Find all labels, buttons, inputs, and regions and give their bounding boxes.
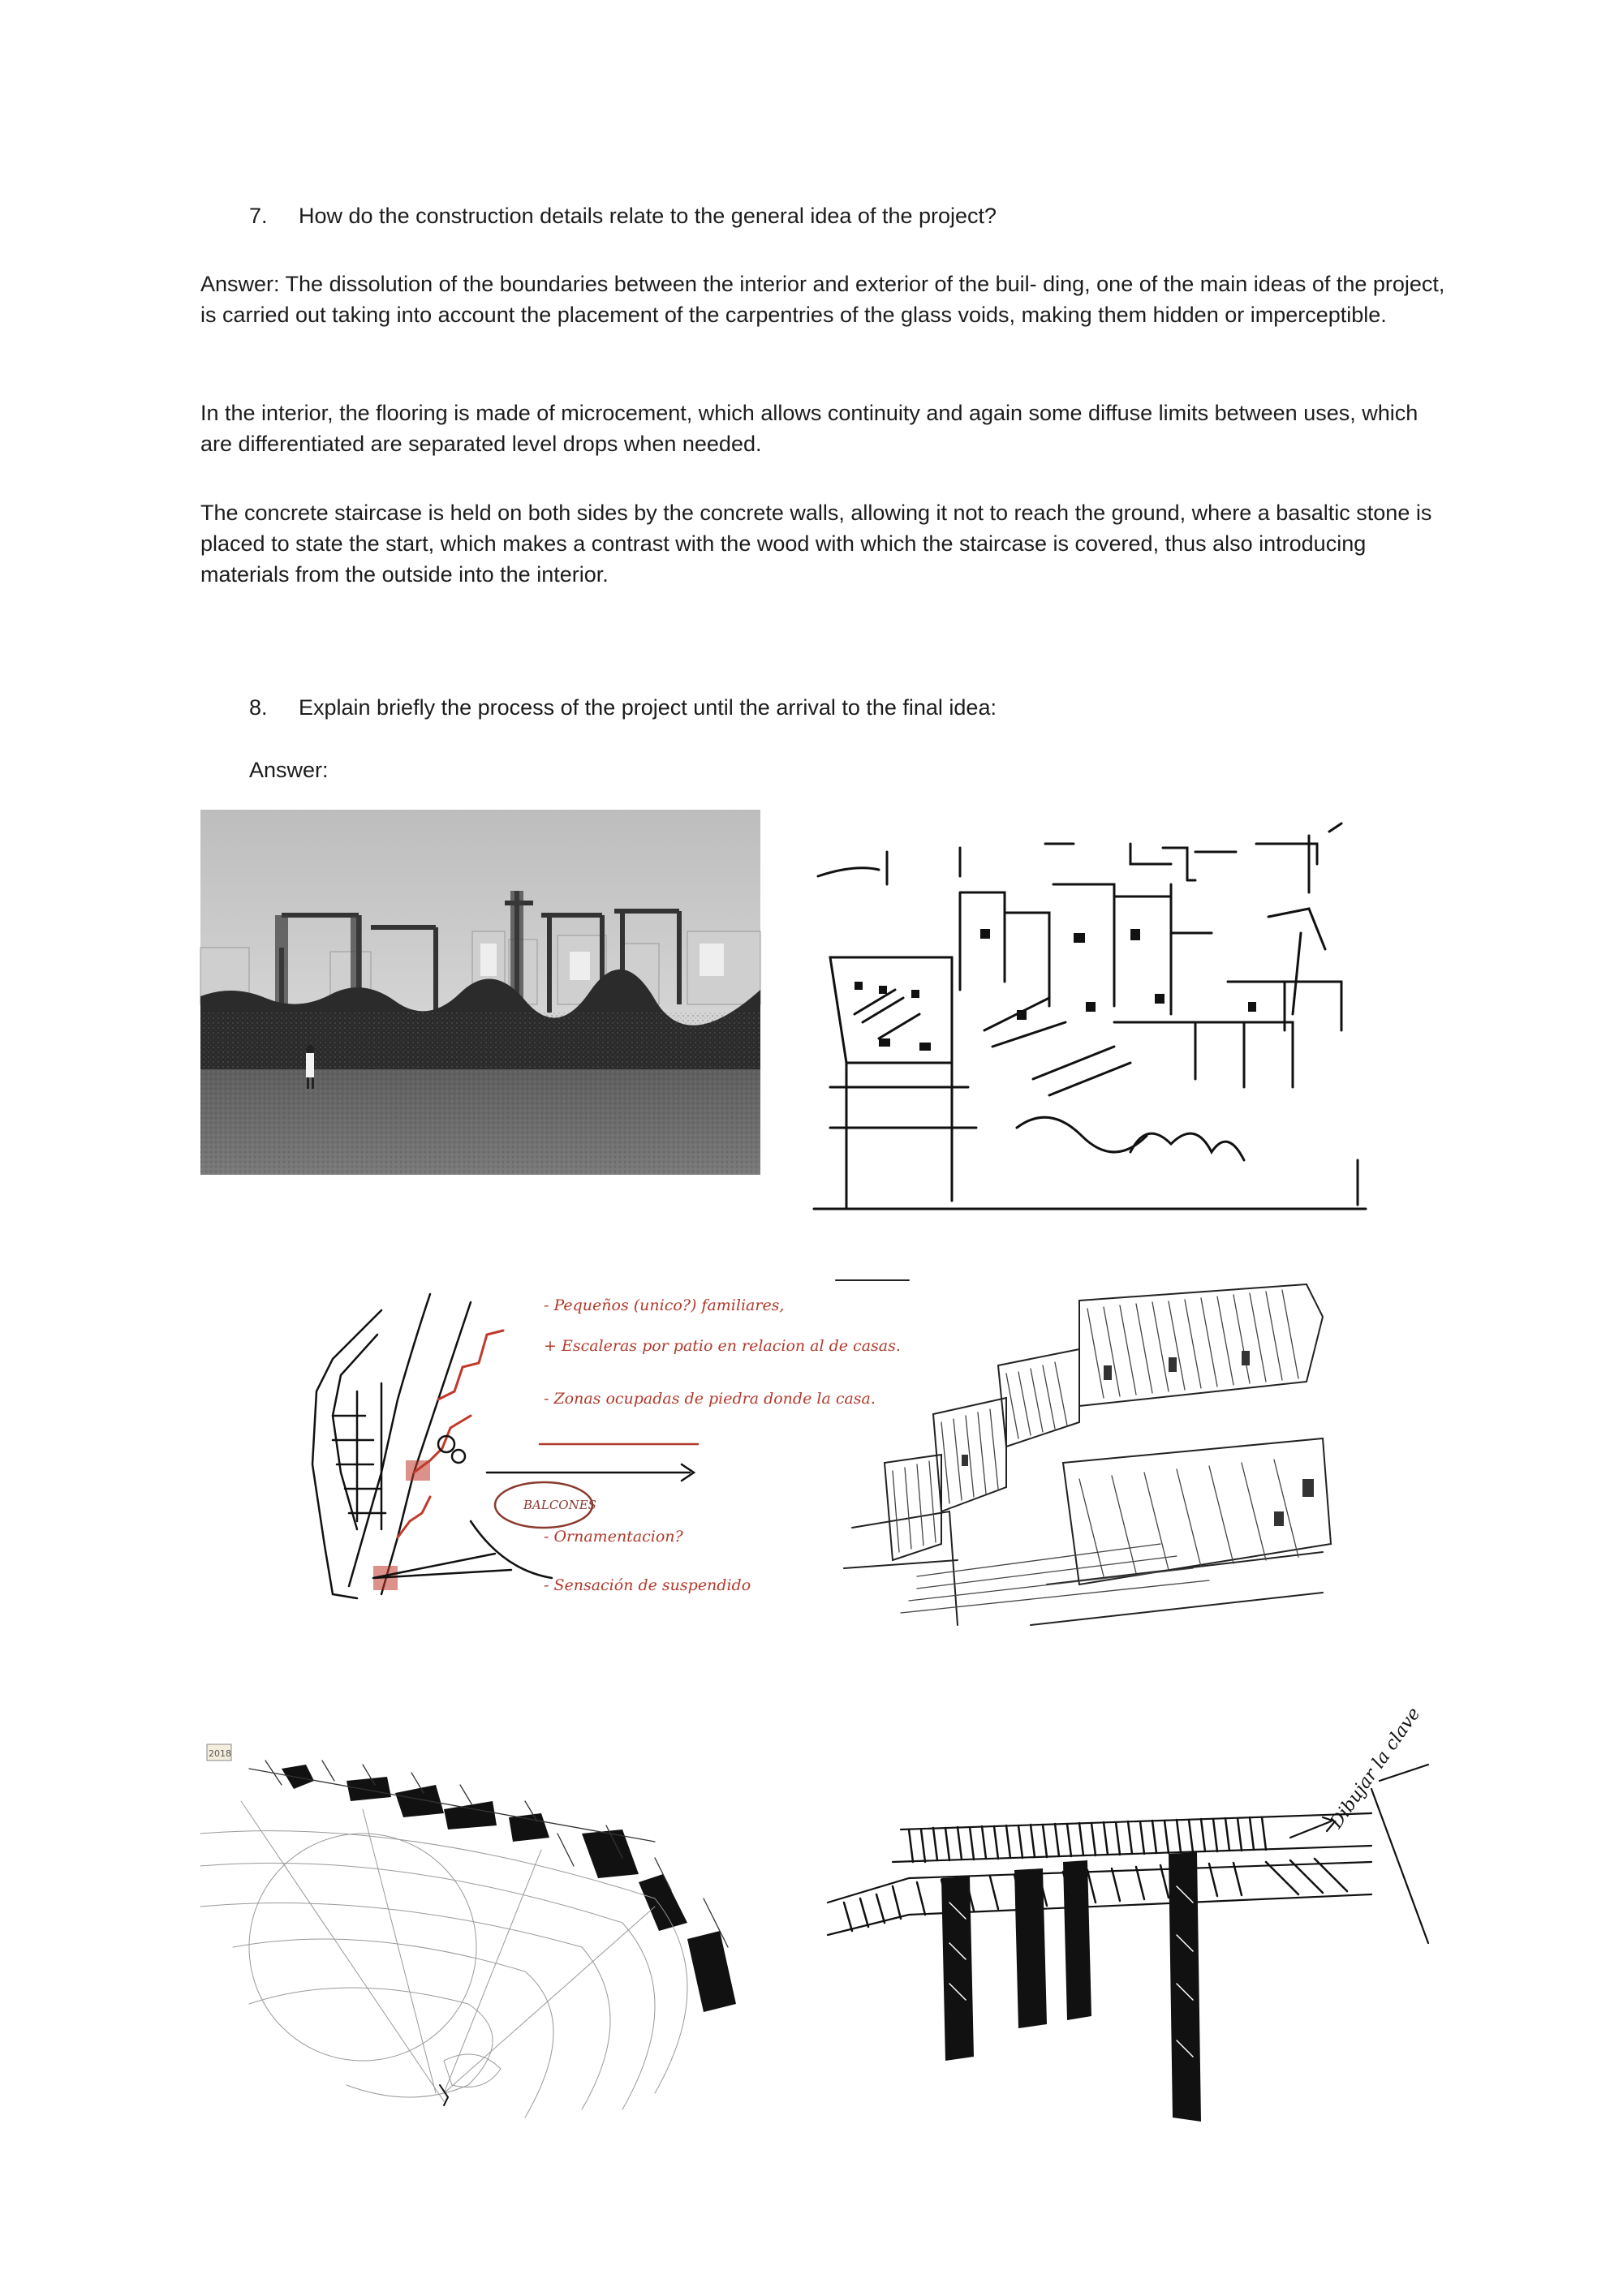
question-8-number: 8. <box>249 695 268 720</box>
question-8-text: Explain briefly the process of the project until the arrival to the final idea: <box>299 695 997 720</box>
plan-bubble-label: BALCONES <box>523 1498 596 1512</box>
plan-note-3: - Zonas ocupadas de piedra donde la casa. <box>544 1390 876 1408</box>
buildings-perspective-sketch <box>806 819 1374 1209</box>
answer-7-paragraph-1: Answer: The dissolution of the boundaries between the interior and exterior of the buil- ding, one of the main ideas of the project, is carried out taking into account the placement of the carpentries of the glass voids, making them hidden or imperceptible. <box>200 272 1445 327</box>
plan-note-1: - Pequeños (unico?) familiares, <box>544 1296 785 1314</box>
structure-detail-sketch <box>812 1704 1428 2122</box>
plan-note-4: - Ornamentacion? <box>544 1528 683 1546</box>
landscape-photo <box>200 810 760 1175</box>
cliff-perspective-sketch <box>836 1276 1351 1625</box>
answer-7-paragraph-2: In the interior, the flooring is made of microcement, which allows continuity and again some diffuse limits between uses, which are differentiated are separated level drops when needed. <box>200 401 1419 456</box>
detail-note: Dibujar la clave <box>1326 1704 1425 1833</box>
question-7-text: How do the construction details relate to the general idea of the project? <box>299 204 997 228</box>
sketch-tag: 2018 <box>209 1748 231 1759</box>
site-plan-sketch <box>308 1286 901 1619</box>
plan-note-5: - Sensación de suspendido <box>544 1576 751 1594</box>
plan-note-2: + Escaleras por patio en relacion al de casas. <box>544 1337 901 1355</box>
answer-8-label: Answer: <box>249 758 329 782</box>
question-7-number: 7. <box>249 204 268 228</box>
topographic-plan-sketch <box>200 1736 752 2118</box>
answer-7-paragraph-3: The concrete staircase is held on both sides by the concrete walls, allowing it not to reach the ground, where a basaltic stone is placed to state the start, which makes a contrast with the wood with which the staircase is covered, thus also introducing materials from the outside into the interior. <box>200 501 1432 587</box>
